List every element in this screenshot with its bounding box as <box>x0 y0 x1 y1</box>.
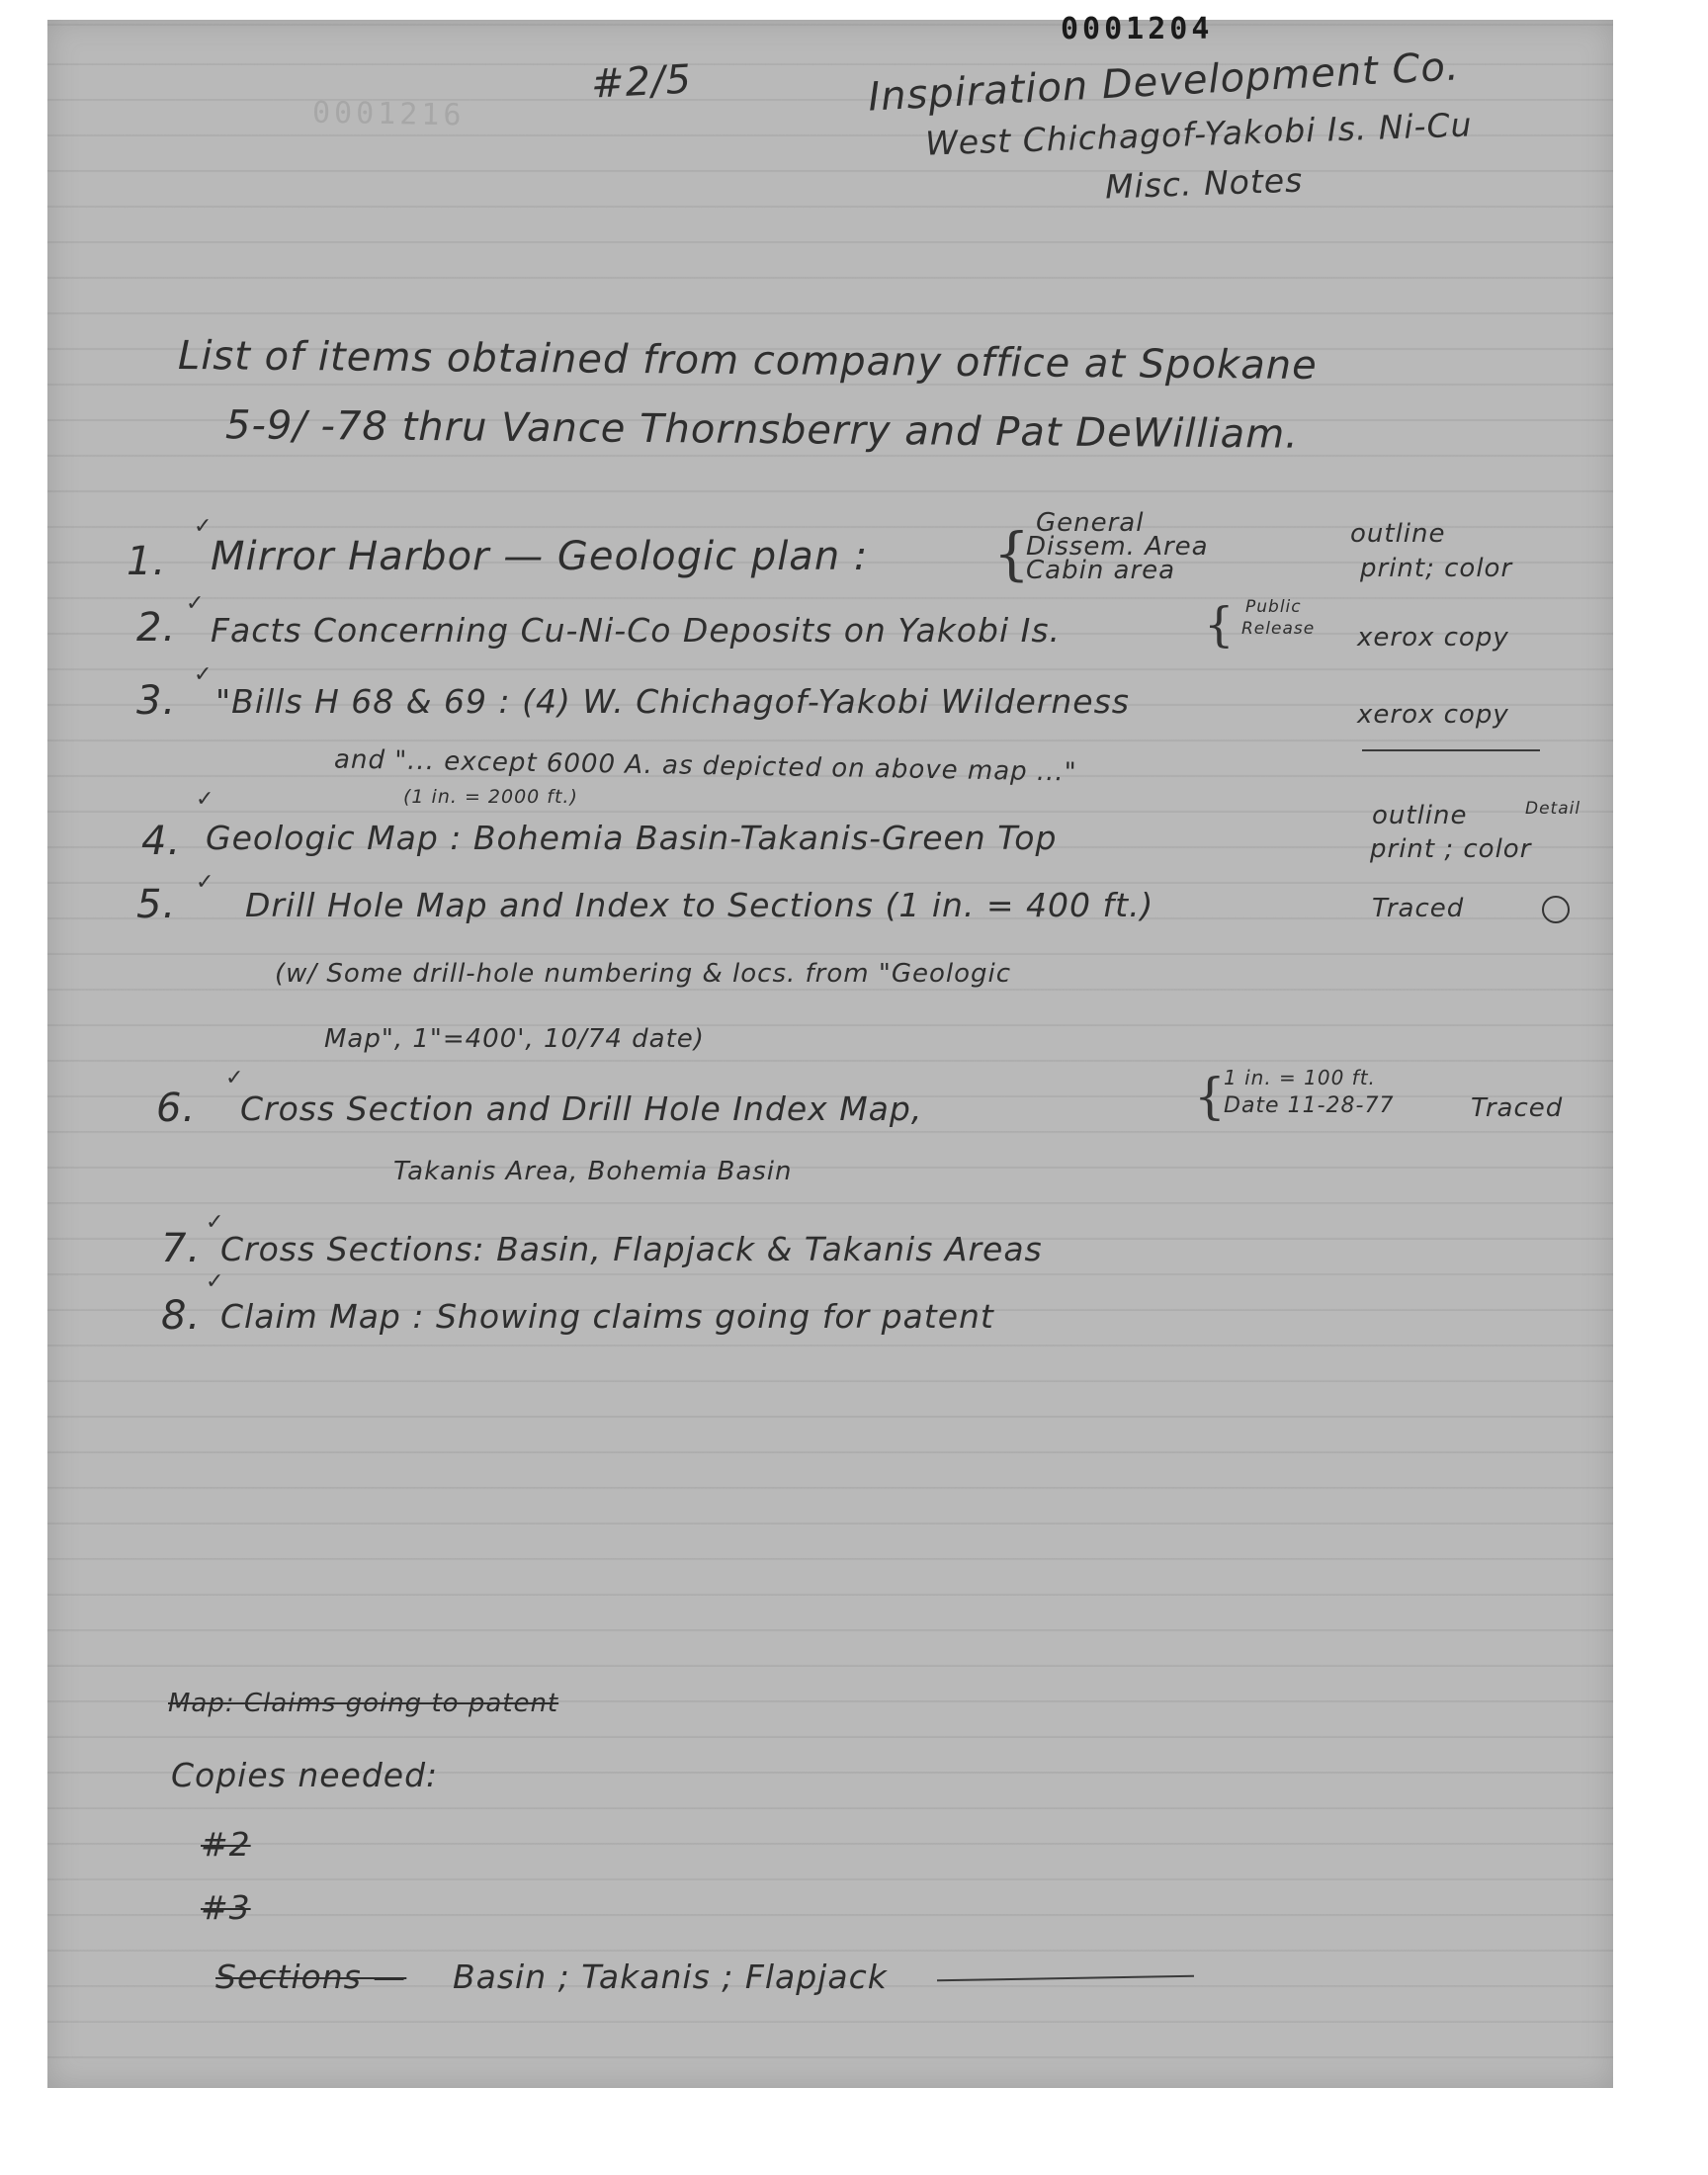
item-number: 8. <box>161 1293 202 1339</box>
item-note: xerox copy <box>1357 623 1509 652</box>
item-continuation: and "... except 6000 A. as depicted on above map ..." <box>333 744 1077 788</box>
checkmark-icon: ✓ <box>196 870 214 895</box>
copies-needed-label: Copies needed: <box>171 1756 439 1794</box>
item-note: xerox copy <box>1357 700 1509 730</box>
item-aside: General <box>1036 508 1145 538</box>
notebook-sheet <box>47 12 1613 2088</box>
brace-icon: { <box>1194 1068 1226 1125</box>
note-underline <box>1362 749 1540 751</box>
item-scale-note: (1 in. = 2000 ft.) <box>403 786 578 808</box>
item-aside: Cabin area <box>1026 556 1176 585</box>
item-continuation: (w/ Some drill-hole numbering & locs. from "Geologic <box>275 959 1012 989</box>
item-note: print ; color <box>1370 834 1532 864</box>
page-reference: #2/5 <box>589 56 694 108</box>
project-name: West Chichagof-Yakobi Is. Ni-Cu <box>924 105 1474 163</box>
copy-item: #2 <box>201 1825 251 1864</box>
brace-icon: { <box>993 520 1030 587</box>
item-number: 1. <box>127 539 167 584</box>
item-aside: 1 in. = 100 ft. <box>1224 1066 1376 1089</box>
checkmark-icon: ✓ <box>206 1269 224 1294</box>
item-text: Geologic Map : Bohemia Basin-Takanis-Green Top <box>206 819 1058 857</box>
item-aside: Public <box>1245 597 1302 617</box>
item-number: 2. <box>136 605 177 651</box>
sections-label: Sections — <box>215 1958 407 1996</box>
item-aside: Dissem. Area <box>1026 532 1209 562</box>
item-number: 7. <box>161 1226 202 1271</box>
checkmark-icon: ✓ <box>196 787 214 812</box>
intro-line-2: 5-9/ -78 thru Vance Thornsberry and Pat DeWilliam. <box>224 402 1300 458</box>
circled-mark-icon <box>1542 896 1570 923</box>
copy-item: #3 <box>201 1888 251 1927</box>
item-text: Mirror Harbor — Geologic plan : <box>211 534 869 579</box>
item-continuation: Takanis Area, Bohemia Basin <box>393 1157 793 1186</box>
intro-line-1: List of items obtained from company office at Spokane <box>177 332 1318 390</box>
item-aside: Date 11-28-77 <box>1224 1093 1395 1118</box>
document-stamp-number: 0001204 <box>1061 12 1214 46</box>
struck-out-line: Map: Claims going to patent <box>168 1689 559 1718</box>
item-number: 4. <box>141 819 182 864</box>
checkmark-icon: ✓ <box>225 1066 244 1090</box>
company-name: Inspiration Development Co. <box>867 44 1461 121</box>
item-text: Drill Hole Map and Index to Sections (1 in. = 400 ft.) <box>245 886 1154 924</box>
checkmark-icon: ✓ <box>194 514 213 539</box>
sections-list: Basin ; Takanis ; Flapjack <box>453 1958 888 1996</box>
item-text: "Bills H 68 & 69 : (4) W. Chichagof-Yakobi Wilderness <box>215 682 1130 721</box>
item-continuation: Map", 1"=400', 10/74 date) <box>324 1024 705 1054</box>
faint-bleed-stamp: 0001216 <box>311 95 466 133</box>
notes-subject: Misc. Notes <box>1104 160 1304 207</box>
sections-strike-line <box>937 1975 1194 1982</box>
item-text: Cross Sections: Basin, Flapjack & Takanis Areas <box>220 1230 1043 1268</box>
item-text: Claim Map : Showing claims going for patent <box>220 1297 994 1336</box>
checkmark-icon: ✓ <box>186 591 205 616</box>
item-note: Traced <box>1372 894 1465 923</box>
checkmark-icon: ✓ <box>194 662 213 687</box>
item-number: 6. <box>156 1086 197 1131</box>
item-note: Detail <box>1525 799 1581 819</box>
item-note: Traced <box>1471 1093 1564 1123</box>
item-number: 3. <box>136 678 177 724</box>
item-number: 5. <box>136 882 177 927</box>
checkmark-icon: ✓ <box>206 1210 224 1235</box>
item-text: Cross Section and Drill Hole Index Map, <box>240 1089 923 1128</box>
item-note: outline <box>1350 519 1446 549</box>
item-note: print; color <box>1360 554 1513 583</box>
item-note: outline <box>1372 801 1468 830</box>
item-text: Facts Concerning Cu-Ni-Co Deposits on Yakobi Is. <box>211 611 1062 650</box>
brace-icon: { <box>1204 597 1235 652</box>
item-aside: Release <box>1241 619 1316 639</box>
